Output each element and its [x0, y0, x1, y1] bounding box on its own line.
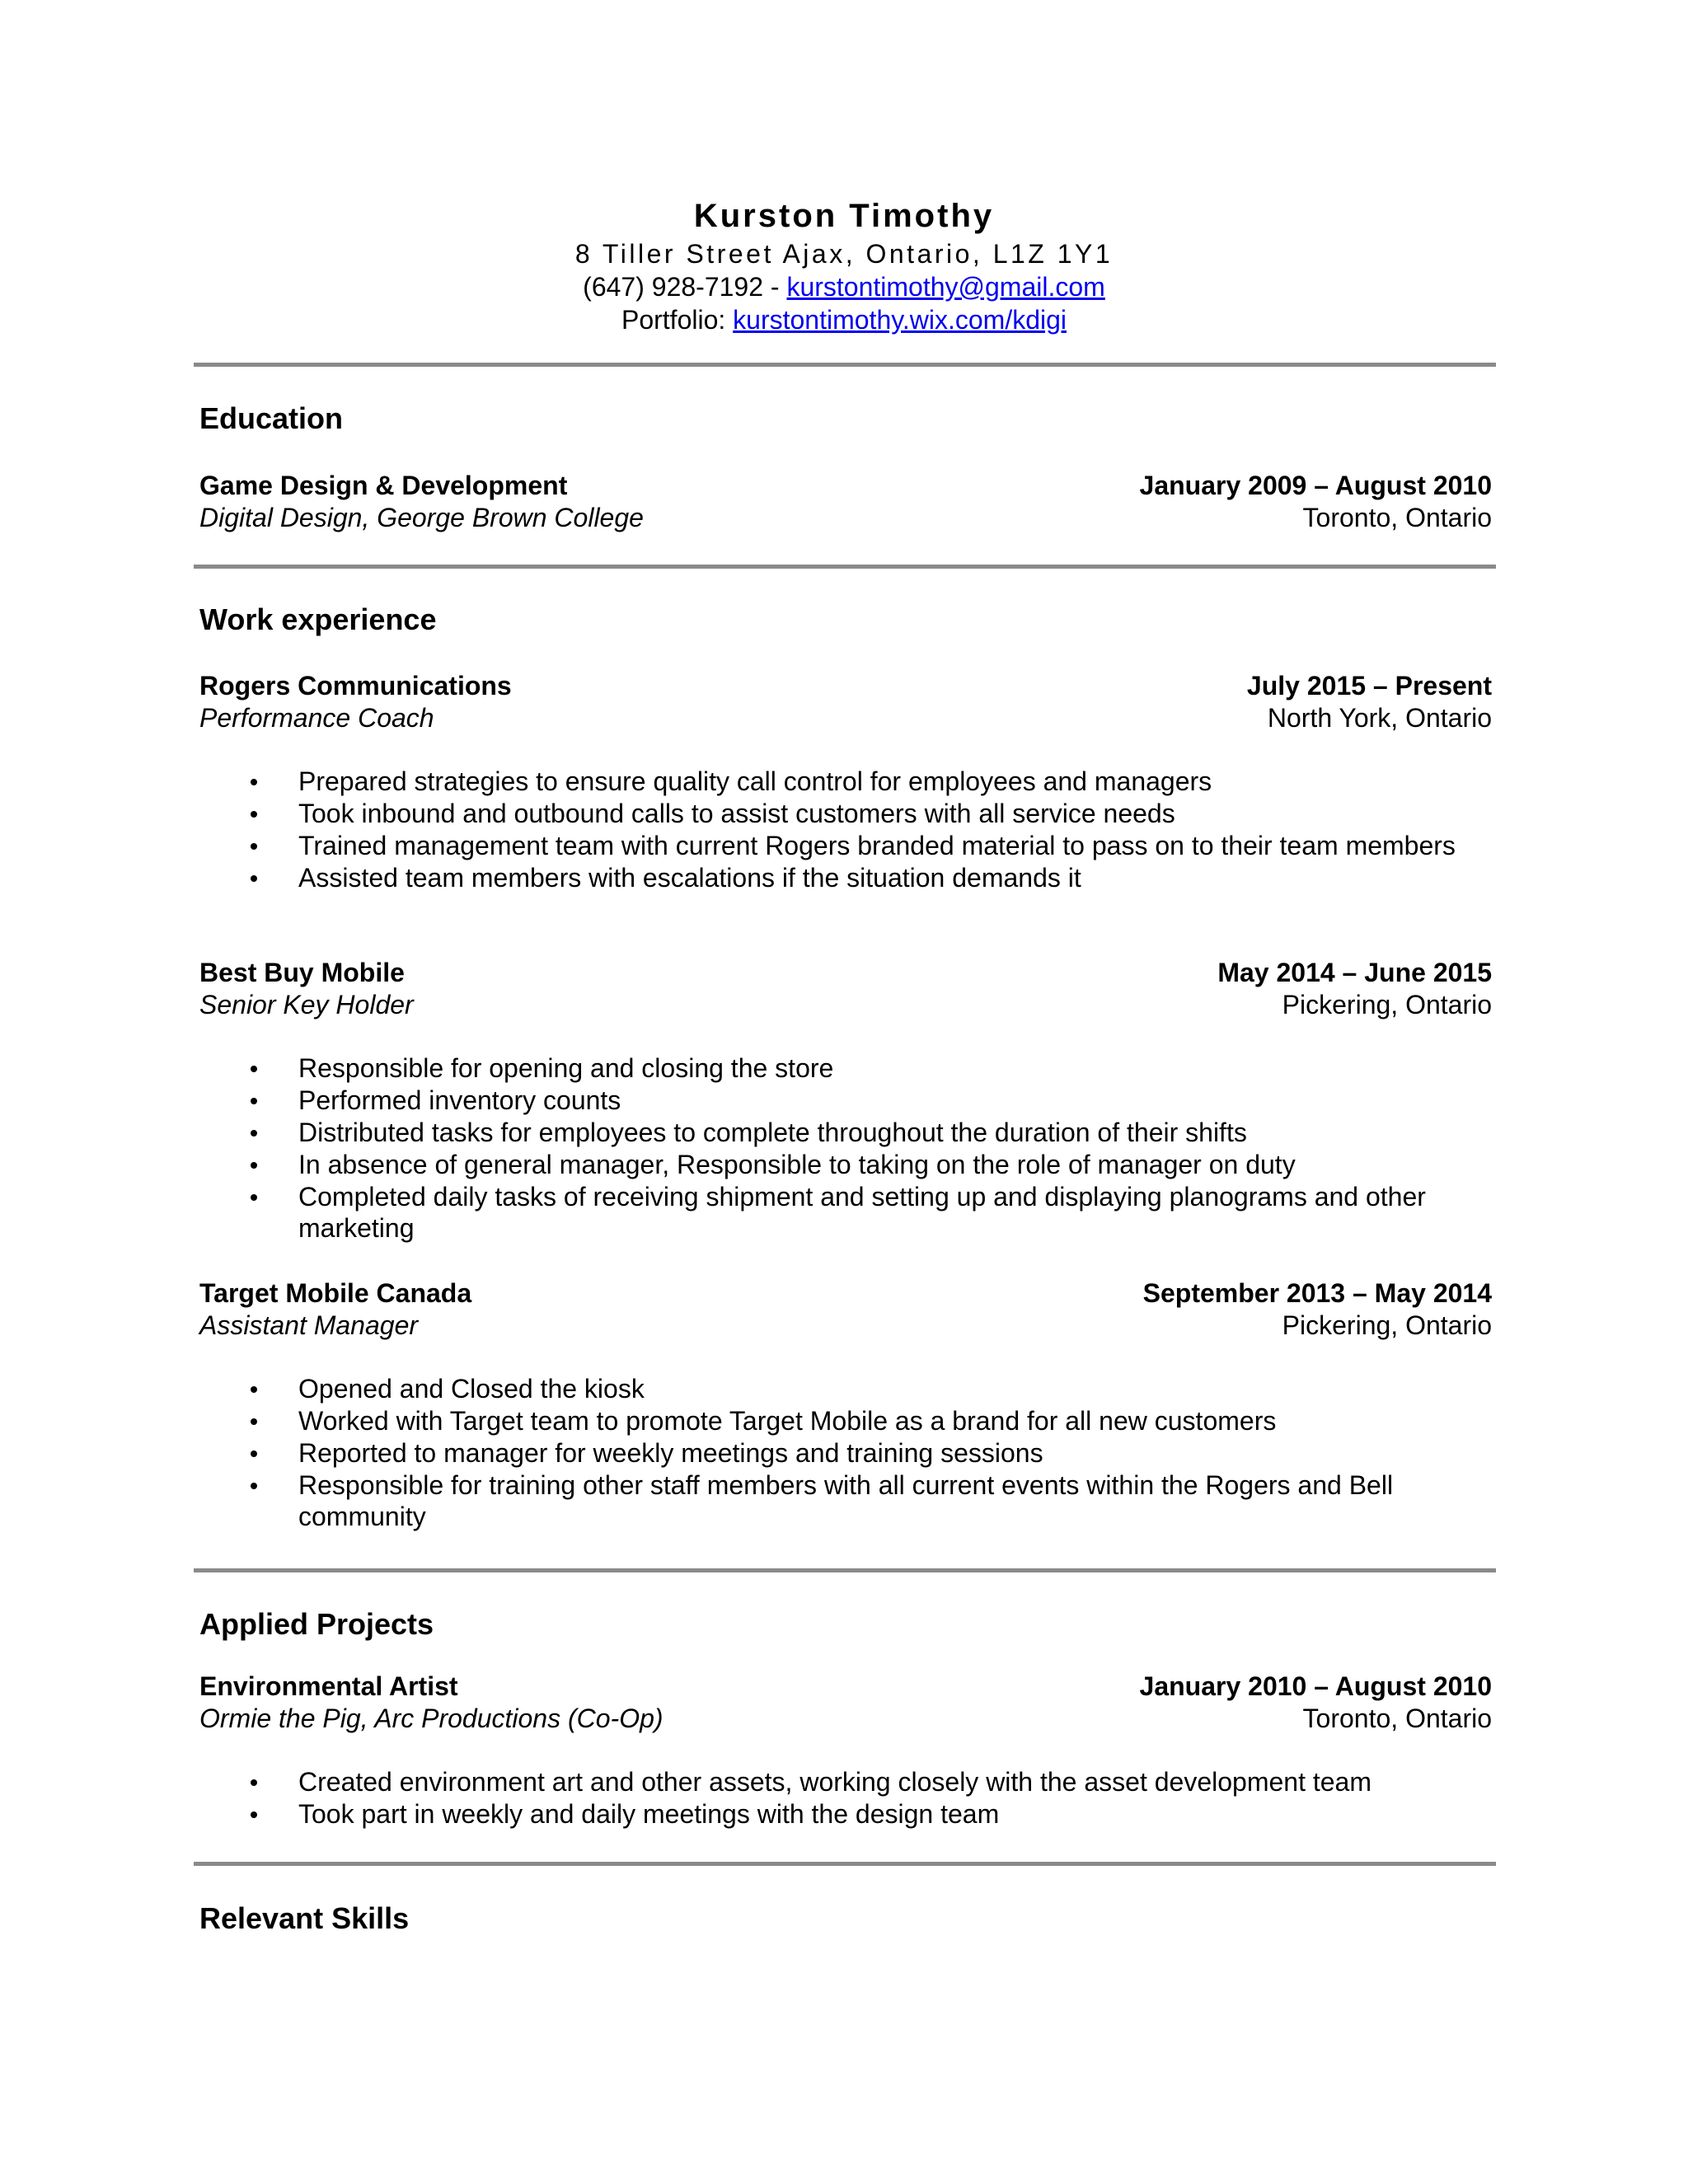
bullet-icon — [251, 1811, 257, 1818]
list-item: Trained management team with current Rogers branded material to pass on to their team members — [199, 830, 1492, 861]
education-entry — [199, 470, 1492, 534]
job-location: Pickering, Ontario — [1282, 1310, 1492, 1340]
contact-line — [0, 270, 1688, 303]
bullet-icon — [251, 1483, 257, 1489]
list-item: Distributed tasks for employees to complete throughout the duration of their shifts — [199, 1117, 1492, 1148]
section-divider — [194, 565, 1496, 569]
school-name: Digital Design, George Brown College — [199, 503, 644, 532]
portfolio-line — [0, 303, 1688, 336]
bullet-icon — [251, 843, 257, 850]
job-dates: September 2013 – May 2014 — [1142, 1278, 1492, 1308]
project-duties-list — [199, 1766, 1492, 1830]
bullet-icon — [251, 875, 257, 882]
bullet-icon — [251, 1779, 257, 1786]
section-divider — [194, 363, 1496, 367]
job-location: North York, Ontario — [1267, 703, 1492, 733]
list-item: Responsible for opening and closing the store — [199, 1052, 1492, 1084]
list-item: Reported to manager for weekly meetings and training sessions — [199, 1437, 1492, 1469]
bullet-icon — [251, 1162, 257, 1169]
company-name: Target Mobile Canada — [199, 1278, 472, 1308]
work-heading: Work experience — [199, 602, 437, 636]
section-divider — [194, 1862, 1496, 1866]
work-entry — [199, 670, 1492, 734]
job-dates: May 2014 – June 2015 — [1217, 958, 1492, 987]
list-item: Took inbound and outbound calls to assist customers with all service needs — [199, 798, 1492, 829]
section-divider — [194, 1568, 1496, 1572]
job-title: Assistant Manager — [199, 1310, 419, 1340]
bullet-icon — [251, 779, 257, 785]
list-item: Prepared strategies to ensure quality call control for employees and managers — [199, 766, 1492, 797]
bullet-icon — [251, 1386, 257, 1393]
list-item: Took part in weekly and daily meetings with the design team — [199, 1798, 1492, 1830]
job-dates: July 2015 – Present — [1246, 671, 1492, 701]
projects-heading: Applied Projects — [199, 1607, 434, 1641]
list-item: Opened and Closed the kiosk — [199, 1373, 1492, 1404]
work-entry — [199, 1277, 1492, 1342]
list-item: Worked with Target team to promote Target Mobile as a brand for all new customers — [199, 1405, 1492, 1436]
skills-heading: Relevant Skills — [199, 1901, 410, 1935]
list-item: Completed daily tasks of receiving shipment and setting up and displaying planograms and other marketing — [199, 1181, 1492, 1244]
company-name: Rogers Communications — [199, 671, 512, 701]
job-location: Pickering, Ontario — [1282, 990, 1492, 1019]
list-item: Performed inventory counts — [199, 1085, 1492, 1116]
bullet-icon — [251, 1418, 257, 1425]
resume-header — [0, 194, 1688, 336]
project-name: Ormie the Pig, Arc Productions (Co-Op) — [199, 1704, 663, 1733]
job-title: Senior Key Holder — [199, 990, 414, 1019]
work-entry — [199, 957, 1492, 1021]
list-item: Responsible for training other staff members with all current events within the Rogers and Bell community — [199, 1469, 1492, 1532]
project-dates: January 2010 – August 2010 — [1139, 1671, 1492, 1701]
list-item: Created environment art and other assets, working closely with the asset development team — [199, 1766, 1492, 1797]
job-duties-list — [199, 1373, 1492, 1533]
project-role: Environmental Artist — [199, 1671, 458, 1701]
project-location: Toronto, Ontario — [1302, 1704, 1492, 1733]
bullet-icon — [251, 1098, 257, 1104]
candidate-name: Kurston Timothy — [693, 198, 995, 234]
education-heading: Education — [199, 401, 344, 435]
phone-number: (647) 928-7192 - — [583, 272, 780, 302]
job-duties-list — [199, 1052, 1492, 1244]
portfolio-label: Portfolio: — [621, 305, 726, 335]
email-link[interactable]: kurstontimothy@gmail.com — [786, 272, 1105, 302]
bullet-icon — [251, 1451, 257, 1457]
project-entry — [199, 1671, 1492, 1735]
list-item: Assisted team members with escalations if the situation demands it — [199, 862, 1492, 893]
bullet-icon — [251, 1066, 257, 1072]
company-name: Best Buy Mobile — [199, 958, 405, 987]
school-location: Toronto, Ontario — [1302, 503, 1492, 532]
program-dates: January 2009 – August 2010 — [1139, 471, 1492, 500]
candidate-address: 8 Tiller Street Ajax, Ontario, L1Z 1Y1 — [574, 239, 1114, 269]
bullet-icon — [251, 1130, 257, 1137]
program-name: Game Design & Development — [199, 471, 568, 500]
portfolio-link[interactable]: kurstontimothy.wix.com/kdigi — [733, 305, 1067, 335]
bullet-icon — [251, 811, 257, 818]
job-title: Performance Coach — [199, 703, 434, 733]
list-item: In absence of general manager, Responsible to taking on the role of manager on duty — [199, 1149, 1492, 1180]
job-duties-list — [199, 766, 1492, 894]
bullet-icon — [251, 1194, 257, 1201]
